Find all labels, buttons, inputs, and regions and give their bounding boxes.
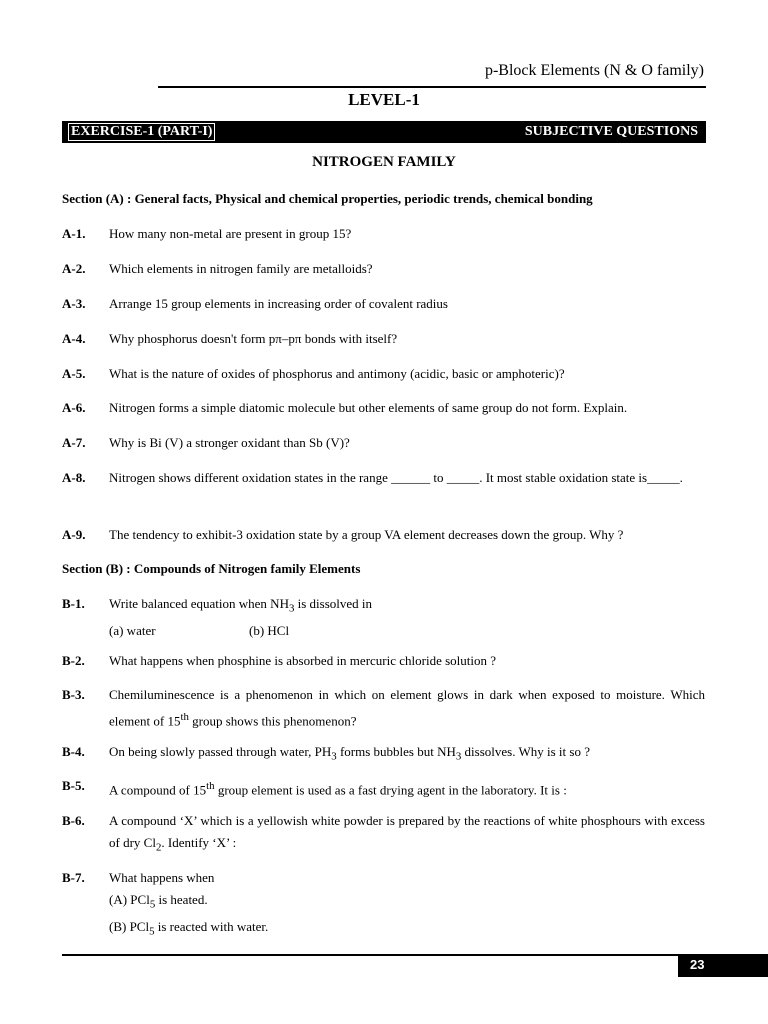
exercise-label: EXERCISE-1 (PART-I)	[68, 123, 215, 141]
question-b3	[62, 684, 705, 732]
question-b4	[62, 741, 705, 768]
question-text: Why phosphorus doesn't form pπ–pπ bonds with itself?	[109, 331, 398, 346]
question-a7	[62, 432, 705, 454]
question-b2	[62, 650, 705, 672]
question-text: Why is Bi (V) a stronger oxidant than Sb (V)?	[109, 435, 350, 450]
question-b1	[62, 593, 705, 642]
question-text: On being slowly passed through water, $PH_3$ forms bubbles but $NH_3$ dissolves. Why is it so ?	[109, 744, 590, 763]
page-number-box	[678, 954, 768, 977]
question-a1	[62, 223, 705, 245]
question-number: A-3.	[62, 296, 86, 311]
question-text: How many non-metal are present in group 15?	[109, 226, 352, 241]
level-heading: LEVEL-1	[348, 90, 420, 109]
page-header-title: p-Block Elements (N & O family)	[484, 62, 704, 79]
option-a: (A) PCl$_5$ is heated.	[109, 892, 208, 911]
question-number: B-3.	[62, 687, 85, 702]
question-text: Nitrogen forms a simple diatomic molecule but other elements of same group do not form. Explain.	[109, 400, 628, 415]
question-text: Arrange 15 group elements in increasing order of covalent radius	[109, 296, 448, 311]
question-a5	[62, 363, 705, 385]
question-text: A compound ‘X’ which is a yellowish white powder is prepared by the reactions of white phosphours with excess of dry $Cl_2$. Identify ‘X’ :	[109, 813, 705, 854]
question-number: B-5.	[62, 778, 85, 793]
section-a-title: Section (A) : General facts, Physical and chemical properties, periodic trends, chemical bonding	[62, 191, 593, 206]
question-a6	[62, 397, 705, 419]
question-number: B-4.	[62, 744, 85, 759]
question-text: What happens when phosphine is absorbed in mercuric chloride solution ?	[109, 653, 497, 668]
question-number: A-5.	[62, 366, 86, 381]
question-number: A-8.	[62, 470, 86, 485]
family-title: NITROGEN FAMILY	[312, 154, 456, 170]
question-number: A-9.	[62, 527, 86, 542]
question-number: A-1.	[62, 226, 86, 241]
question-number: B-2.	[62, 653, 85, 668]
question-a8	[62, 467, 705, 489]
option-a: (a) water	[109, 622, 156, 638]
question-number: A-2.	[62, 261, 86, 276]
exercise-bar	[62, 121, 706, 143]
question-b6	[62, 810, 705, 859]
header-rule	[158, 86, 706, 88]
question-number: A-7.	[62, 435, 86, 450]
question-number: A-6.	[62, 400, 86, 415]
question-text: Nitrogen shows different oxidation states in the range ______ to _____. It most stable oxidation state is_____.	[109, 470, 683, 485]
question-text: Write balanced equation when $NH_3$ is dissolved in (a) water (b) HCl	[109, 593, 705, 642]
question-number: B-6.	[62, 813, 85, 828]
question-text: What happens when (A) PCl$_5$ is heated. (B) PCl$_5$ is reacted with water.	[109, 867, 705, 942]
question-a3	[62, 293, 705, 315]
question-number: A-4.	[62, 331, 86, 346]
question-a9	[62, 524, 705, 546]
question-text: What is the nature of oxides of phosphorus and antimony (acidic, basic or amphoteric)?	[109, 366, 565, 381]
option-b: (B) PCl$_5$ is reacted with water.	[109, 918, 269, 938]
question-a2	[62, 258, 705, 280]
question-number: B-1.	[62, 596, 85, 611]
question-b7	[62, 867, 705, 942]
question-a4	[62, 328, 705, 350]
question-text: Chemiluminescence is a phenomenon in which on element glows in dark when exposed to moisture. Which element of 15th group shows this phenomenon?	[109, 687, 705, 729]
page-number: 23	[690, 957, 705, 972]
exercise-type-label: SUBJECTIVE QUESTIONS	[524, 124, 698, 139]
question-text: A compound of 15th group element is used as a fast drying agent in the laboratory. It is :	[109, 780, 567, 798]
question-b5	[62, 775, 705, 801]
section-b-title: Section (B) : Compounds of Nitrogen family Elements	[62, 561, 361, 576]
question-text: Which elements in nitrogen family are metalloids?	[109, 261, 373, 276]
option-b: (b) HCl	[249, 622, 290, 638]
footer-rule	[62, 954, 678, 956]
question-number: B-7.	[62, 870, 85, 885]
question-text: The tendency to exhibit-3 oxidation state by a group VA element decreases down the group. Why ?	[109, 527, 624, 542]
